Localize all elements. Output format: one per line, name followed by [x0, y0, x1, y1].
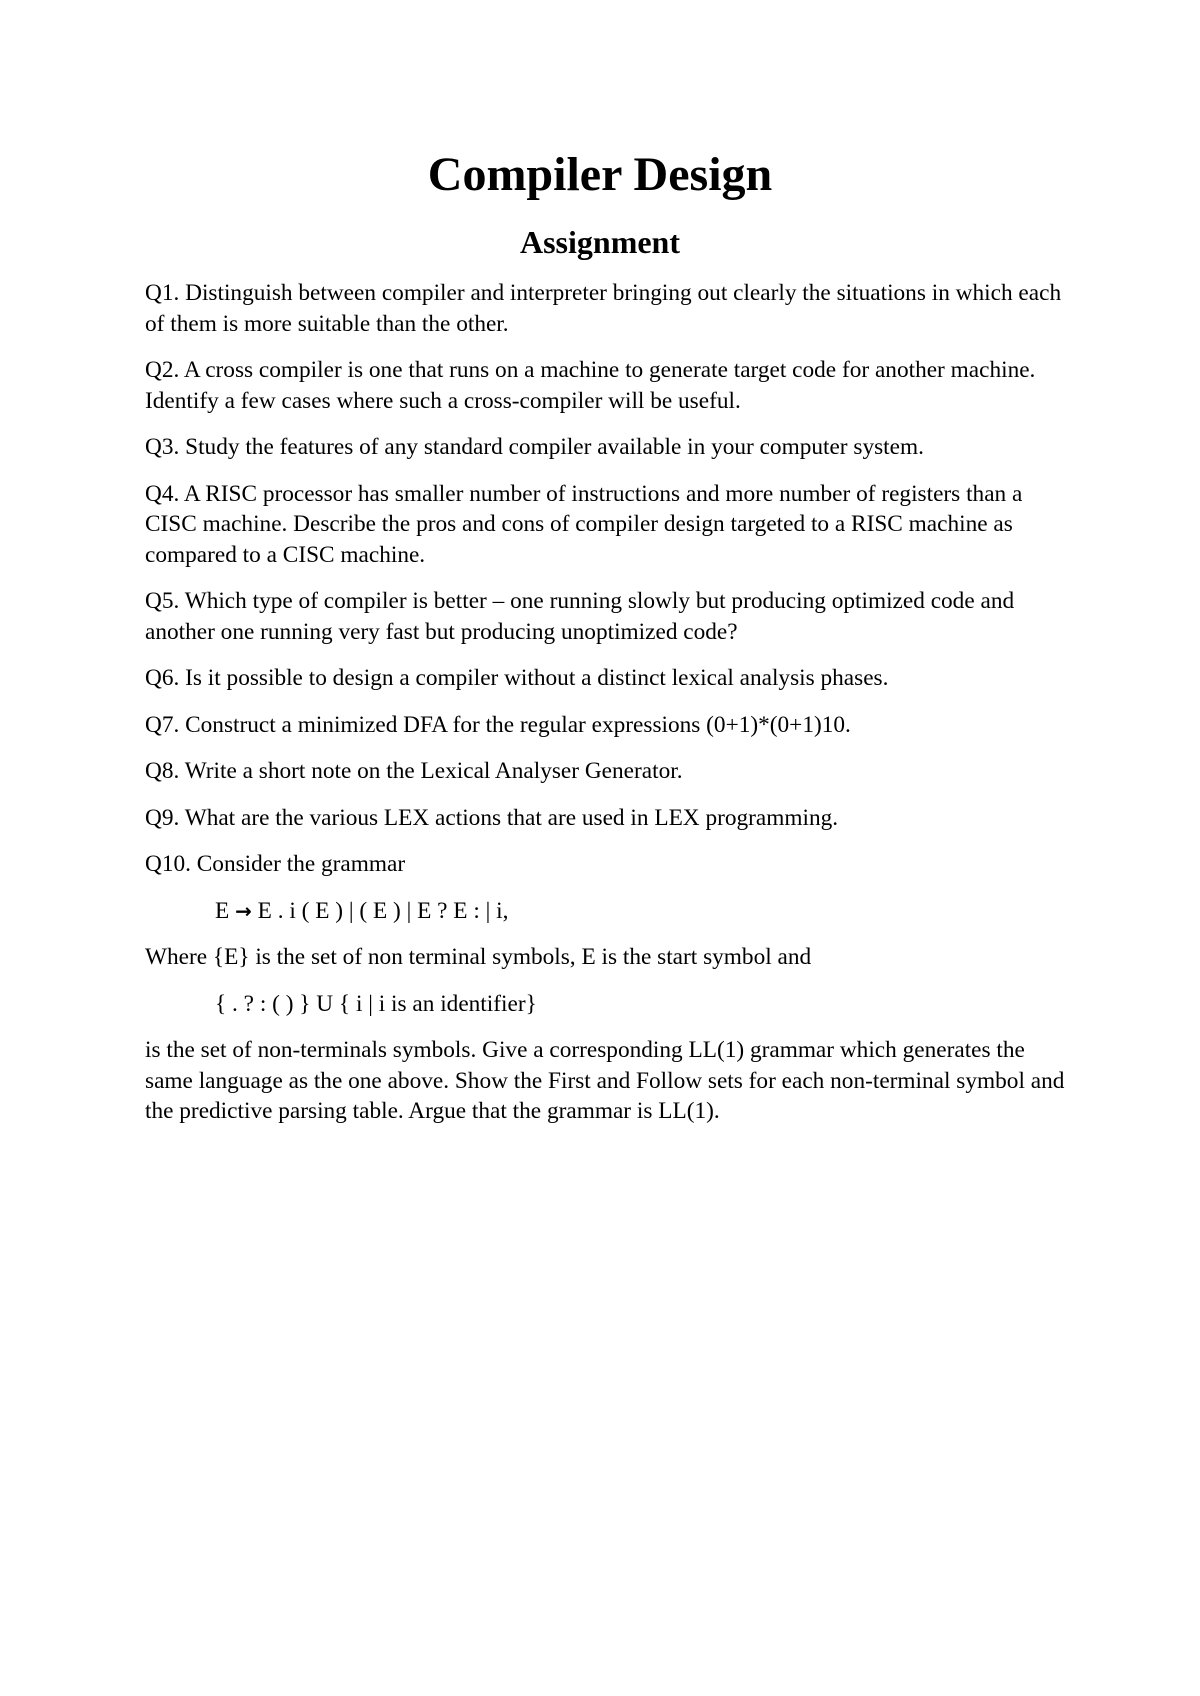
- question-8: Q8. Write a short note on the Lexical Analyser Generator.: [145, 758, 683, 784]
- question-3: Q3. Study the features of any standard compiler available in your computer system.: [145, 434, 924, 460]
- question-list: [145, 278, 1065, 1143]
- question-5: Q5. Which type of compiler is better – one running slowly but producing optimized code and another one running very fast but producing unoptimized code?: [145, 588, 1015, 645]
- question-2: Q2. A cross compiler is one that runs on a machine to generate target code for another machine. Identify a few cases where such a cross-compiler will be useful.: [145, 357, 1036, 414]
- question-10-closing: is the set of non-terminals symbols. Give a corresponding LL(1) grammar which generates the same language as the one above. Show the First and Follow sets for each non-terminal symbol and the predictive parsing table. Argue that the grammar is LL(1).: [145, 1037, 1065, 1124]
- terminal-set: { . ? : ( ) } U { i | i is an identifier}: [215, 990, 537, 1017]
- question-4: Q4. A RISC processor has smaller number of instructions and more number of registers than a CISC machine. Describe the pros and cons of compiler design targeted to a RISC machine as compared to a CISC machine.: [145, 480, 1023, 568]
- grammar-production: [215, 896, 1065, 927]
- question-1: Q1. Distinguish between compiler and interpreter bringing out clearly the situations in which each of them is more suitable than the other.: [145, 280, 1062, 337]
- question-9: Q9. What are the various LEX actions that are used in LEX programming.: [145, 804, 839, 831]
- where-text: Where {E} is the set of non terminal symbols, E is the start symbol and: [145, 944, 812, 970]
- question-6: Q6. Is it possible to design a compiler without a distinct lexical analysis phases.: [145, 665, 889, 691]
- grammar-lhs: E: [215, 897, 230, 924]
- document-subtitle: Assignment: [519, 224, 680, 260]
- question-7: Q7. Construct a minimized DFA for the regular expressions (0+1)*(0+1)10.: [145, 711, 851, 738]
- right-arrow-icon: →: [235, 898, 252, 923]
- document-title: Compiler Design: [427, 148, 773, 201]
- question-10-intro: Q10. Consider the grammar: [145, 851, 406, 877]
- grammar-rhs: E . i ( E ) | ( E ) | E ? E : | i,: [257, 897, 509, 924]
